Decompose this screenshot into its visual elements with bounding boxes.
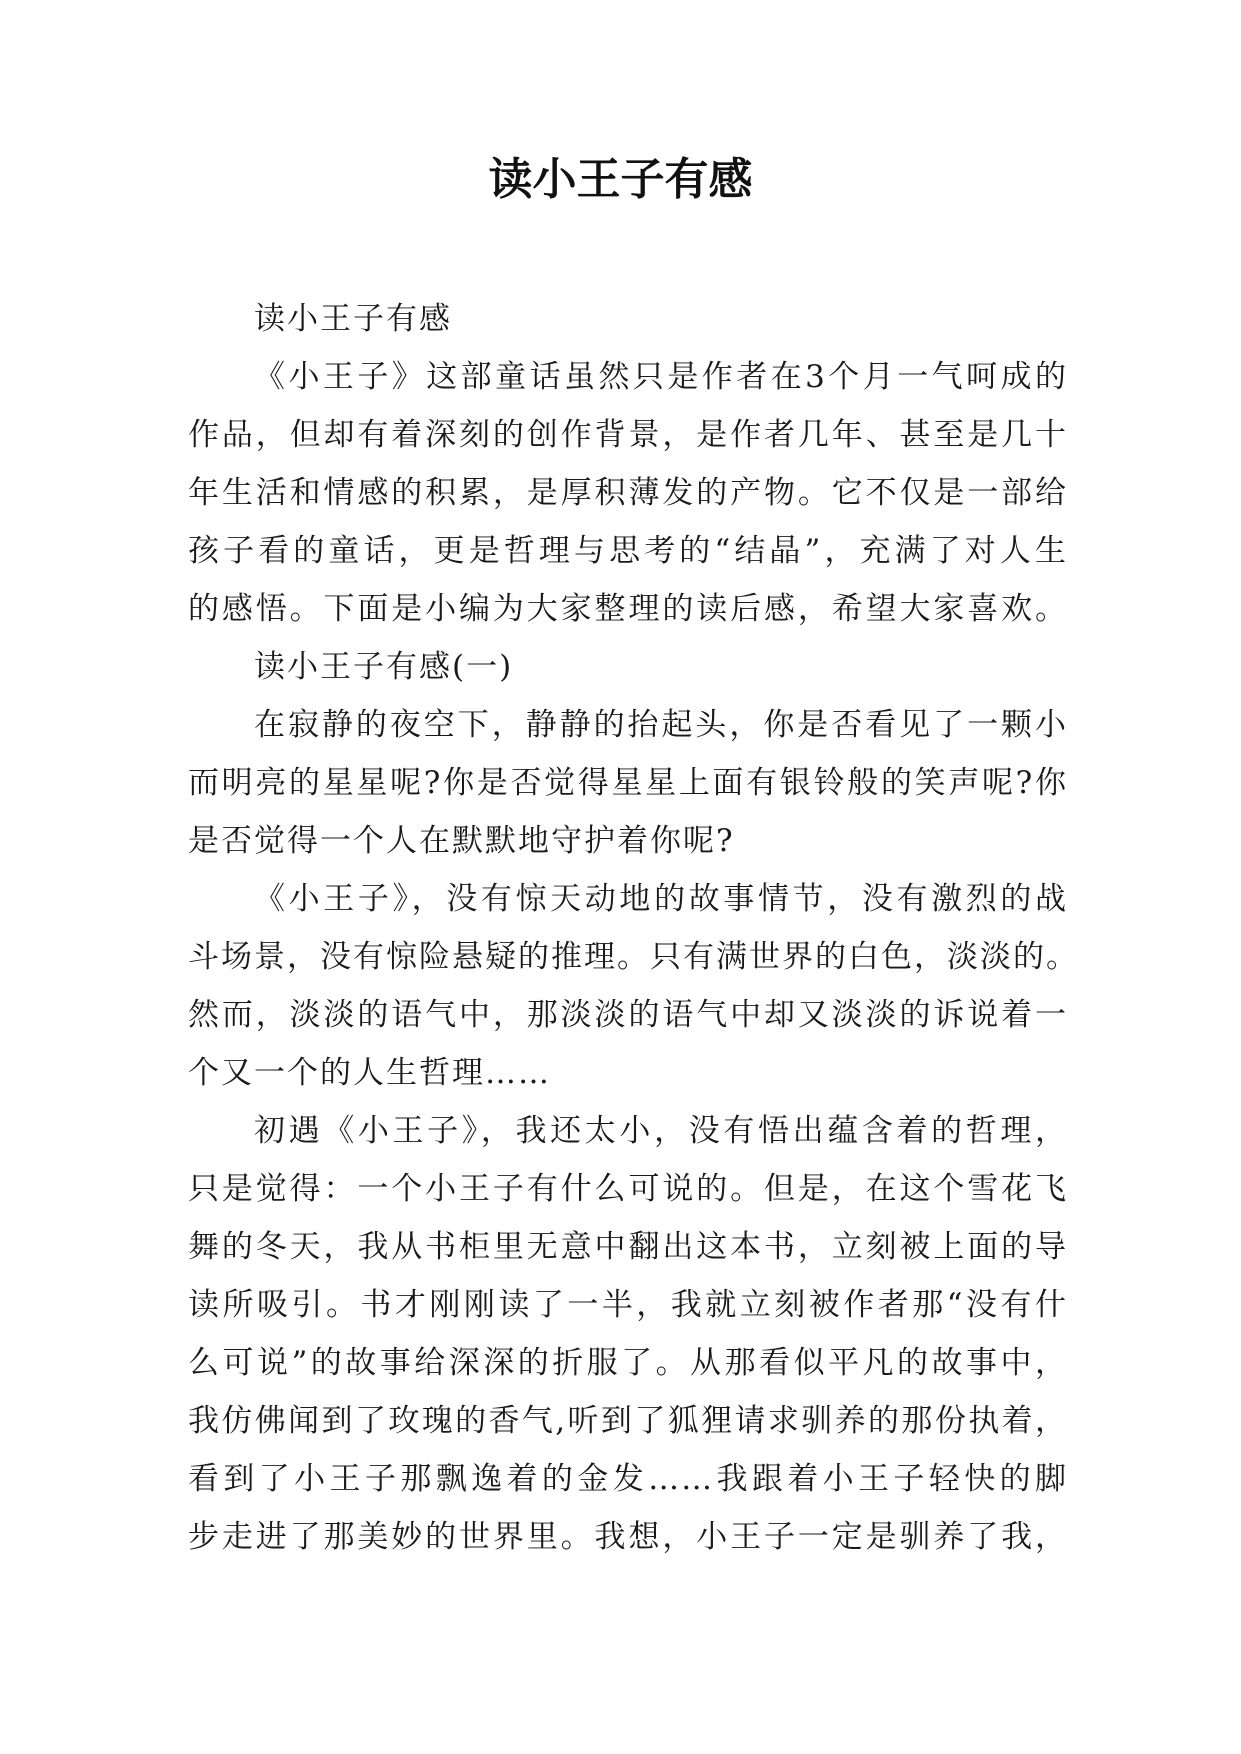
text-line: 只是觉得：一个小王子有什么可说的。但是，在这个雪花飞 — [188, 1171, 1068, 1207]
text-line: 然而，淡淡的语气中，那淡淡的语气中却又淡淡的诉说着一 — [188, 997, 1068, 1033]
text-line: 读小王子有感 — [254, 301, 452, 337]
text-line: 《小王子》这部童话虽然只是作者在3个月一气呵成的 — [254, 359, 1068, 395]
text-line: 读小王子有感(一) — [254, 649, 514, 685]
text-line: 读所吸引。书才刚刚读了一半，我就立刻被作者那“没有什 — [188, 1287, 1068, 1323]
text-line: 步走进了那美妙的世界里。我想，小王子一定是驯养了我， — [188, 1519, 1068, 1555]
text-line: 而明亮的星星呢?你是否觉得星星上面有银铃般的笑声呢?你 — [188, 765, 1068, 801]
document-body — [188, 290, 1079, 1566]
text-line: 的感悟。下面是小编为大家整理的读后感，希望大家喜欢。 — [188, 591, 1068, 627]
text-line: 舞的冬天，我从书柜里无意中翻出这本书，立刻被上面的导 — [188, 1229, 1068, 1265]
text-line: 斗场景，没有惊险悬疑的推理。只有满世界的白色，淡淡的。 — [188, 939, 1079, 975]
text-line: 是否觉得一个人在默默地守护着你呢? — [188, 823, 735, 859]
text-line: 初遇《小王子》，我还太小，没有悟出蕴含着的哲理， — [254, 1113, 1068, 1149]
text-line: 么可说”的故事给深深的折服了。从那看似平凡的故事中， — [188, 1345, 1068, 1381]
text-line: 个又一个的人生哲理…… — [188, 1055, 551, 1091]
text-line: 我仿佛闻到了玫瑰的香气,听到了狐狸请求驯养的那份执着， — [188, 1403, 1068, 1439]
text-line: 在寂静的夜空下，静静的抬起头，你是否看见了一颗小 — [254, 707, 1068, 743]
text-line: 看到了小王子那飘逸着的金发……我跟着小王子轻快的脚 — [188, 1461, 1068, 1497]
text-line: 孩子看的童话，更是哲理与思考的“结晶”，充满了对人生 — [188, 533, 1068, 569]
text-line: 《小王子》，没有惊天动地的故事情节，没有激烈的战 — [254, 881, 1068, 917]
text-line: 作品，但却有着深刻的创作背景，是作者几年、甚至是几十 — [188, 417, 1068, 453]
text-line: 年生活和情感的积累，是厚积薄发的产物。它不仅是一部给 — [188, 475, 1068, 511]
document-title: 读小王子有感 — [488, 154, 753, 205]
